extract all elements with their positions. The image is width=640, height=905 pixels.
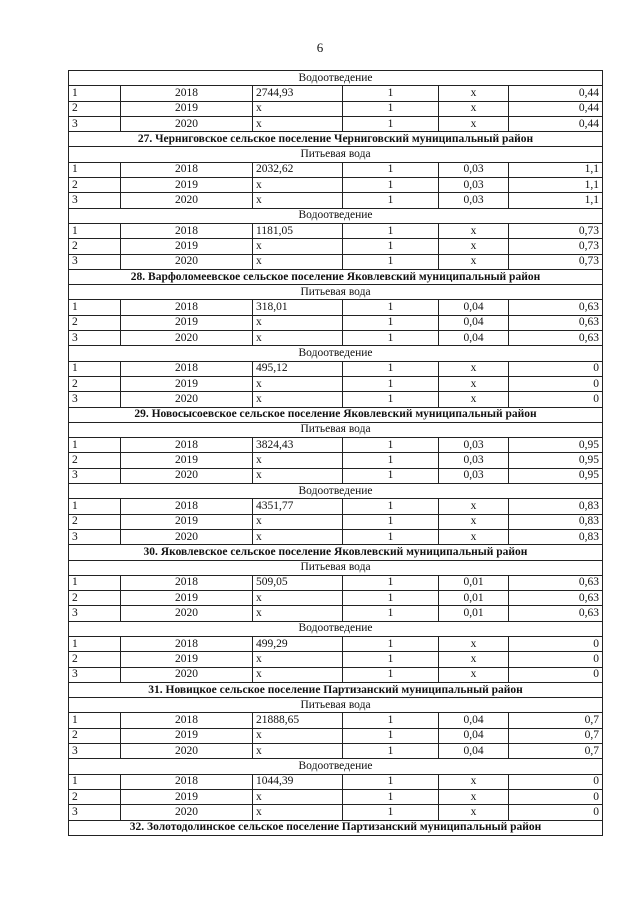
service-subheading: Питьевая вода: [69, 422, 603, 437]
tariff-table: [68, 70, 603, 836]
year-cell: 2018: [121, 223, 253, 238]
service-subheading: Питьевая вода: [69, 698, 603, 713]
coefficient-cell: 1: [343, 636, 439, 651]
index-cell: 0,01: [439, 575, 509, 590]
row-number: 2: [69, 453, 121, 468]
service-subheading: Водоотведение: [69, 759, 603, 774]
service-subheading-row: [69, 285, 603, 300]
row-number: 2: [69, 376, 121, 391]
service-subheading: Водоотведение: [69, 346, 603, 361]
service-subheading-row: [69, 147, 603, 162]
value-cell: x: [253, 331, 343, 346]
row-number: 2: [69, 239, 121, 254]
coefficient-cell: 1: [343, 193, 439, 208]
row-number: 2: [69, 315, 121, 330]
index-cell: 0,01: [439, 606, 509, 621]
settlement-heading-row: [69, 407, 603, 422]
index-cell: 0,03: [439, 193, 509, 208]
value-cell: 21888,65: [253, 713, 343, 728]
table-row: [69, 713, 603, 728]
value-cell: x: [253, 468, 343, 483]
index-cell: x: [439, 392, 509, 407]
index-cell: 0,03: [439, 468, 509, 483]
table-row: [69, 789, 603, 804]
value-cell: 1181,05: [253, 223, 343, 238]
index-cell: x: [439, 652, 509, 667]
row-number: 1: [69, 636, 121, 651]
year-cell: 2018: [121, 499, 253, 514]
table-row: [69, 636, 603, 651]
index-cell: x: [439, 529, 509, 544]
table-row: [69, 162, 603, 177]
table-row: [69, 774, 603, 789]
index-cell: 0,03: [439, 162, 509, 177]
year-cell: 2019: [121, 789, 253, 804]
settlement-heading: 29. Новосысоевское сельское поселение Яковлевский муниципальный район: [69, 407, 603, 422]
row-number: 1: [69, 86, 121, 101]
row-number: 1: [69, 300, 121, 315]
table-row: [69, 591, 603, 606]
row-number: 3: [69, 468, 121, 483]
coefficient-cell: 1: [343, 392, 439, 407]
settlement-heading: 30. Яковлевское сельское поселение Яковлевский муниципальный район: [69, 545, 603, 560]
year-cell: 2019: [121, 514, 253, 529]
coefficient-cell: 1: [343, 438, 439, 453]
service-subheading: Питьевая вода: [69, 147, 603, 162]
year-cell: 2020: [121, 193, 253, 208]
index-cell: x: [439, 789, 509, 804]
coefficient-cell: 1: [343, 805, 439, 820]
rate-cell: 0: [509, 789, 603, 804]
rate-cell: 0,7: [509, 713, 603, 728]
value-cell: x: [253, 101, 343, 116]
year-cell: 2020: [121, 805, 253, 820]
value-cell: x: [253, 239, 343, 254]
table-row: [69, 606, 603, 621]
coefficient-cell: 1: [343, 606, 439, 621]
coefficient-cell: 1: [343, 300, 439, 315]
rate-cell: 0,83: [509, 529, 603, 544]
index-cell: x: [439, 636, 509, 651]
service-subheading-row: [69, 698, 603, 713]
service-subheading-row: [69, 346, 603, 361]
value-cell: x: [253, 453, 343, 468]
rate-cell: 0: [509, 667, 603, 682]
rate-cell: 0: [509, 774, 603, 789]
year-cell: 2018: [121, 774, 253, 789]
index-cell: 0,04: [439, 315, 509, 330]
value-cell: 3824,43: [253, 438, 343, 453]
rate-cell: 0,73: [509, 239, 603, 254]
settlement-heading-row: [69, 682, 603, 697]
row-number: 3: [69, 331, 121, 346]
coefficient-cell: 1: [343, 162, 439, 177]
rate-cell: 0: [509, 652, 603, 667]
rate-cell: 0: [509, 376, 603, 391]
table-row: [69, 805, 603, 820]
rate-cell: 0,63: [509, 300, 603, 315]
service-subheading-row: [69, 621, 603, 636]
value-cell: x: [253, 178, 343, 193]
year-cell: 2020: [121, 744, 253, 759]
row-number: 1: [69, 162, 121, 177]
row-number: 1: [69, 223, 121, 238]
coefficient-cell: 1: [343, 728, 439, 743]
settlement-heading: 27. Черниговское сельское поселение Черниговский муниципальный район: [69, 132, 603, 147]
rate-cell: 0,83: [509, 514, 603, 529]
row-number: 3: [69, 529, 121, 544]
year-cell: 2019: [121, 728, 253, 743]
year-cell: 2020: [121, 468, 253, 483]
rate-cell: 0,95: [509, 468, 603, 483]
row-number: 1: [69, 575, 121, 590]
value-cell: x: [253, 254, 343, 269]
service-subheading: Водоотведение: [69, 71, 603, 86]
index-cell: x: [439, 116, 509, 131]
rate-cell: 0,95: [509, 453, 603, 468]
value-cell: x: [253, 591, 343, 606]
table-row: [69, 575, 603, 590]
rate-cell: 0,73: [509, 254, 603, 269]
index-cell: x: [439, 805, 509, 820]
rate-cell: 0,44: [509, 116, 603, 131]
index-cell: 0,04: [439, 713, 509, 728]
table-row: [69, 376, 603, 391]
row-number: 3: [69, 193, 121, 208]
value-cell: 495,12: [253, 361, 343, 376]
settlement-heading-row: [69, 269, 603, 284]
row-number: 3: [69, 116, 121, 131]
rate-cell: 0,44: [509, 101, 603, 116]
table-row: [69, 331, 603, 346]
rate-cell: 0,63: [509, 591, 603, 606]
index-cell: 0,04: [439, 331, 509, 346]
table-row: [69, 116, 603, 131]
service-subheading-row: [69, 71, 603, 86]
year-cell: 2020: [121, 254, 253, 269]
year-cell: 2019: [121, 315, 253, 330]
value-cell: 1044,39: [253, 774, 343, 789]
rate-cell: 0: [509, 805, 603, 820]
coefficient-cell: 1: [343, 591, 439, 606]
value-cell: x: [253, 789, 343, 804]
row-number: 1: [69, 713, 121, 728]
service-subheading: Водоотведение: [69, 621, 603, 636]
year-cell: 2019: [121, 453, 253, 468]
table-row: [69, 652, 603, 667]
row-number: 1: [69, 774, 121, 789]
rate-cell: 0,63: [509, 315, 603, 330]
year-cell: 2018: [121, 86, 253, 101]
index-cell: x: [439, 499, 509, 514]
index-cell: 0,04: [439, 744, 509, 759]
row-number: 2: [69, 514, 121, 529]
rate-cell: 1,1: [509, 178, 603, 193]
rate-cell: 0: [509, 361, 603, 376]
rate-cell: 0,63: [509, 331, 603, 346]
coefficient-cell: 1: [343, 239, 439, 254]
rate-cell: 0,44: [509, 86, 603, 101]
rate-cell: 0,73: [509, 223, 603, 238]
year-cell: 2018: [121, 636, 253, 651]
service-subheading-row: [69, 759, 603, 774]
table-row: [69, 101, 603, 116]
rate-cell: 0,95: [509, 438, 603, 453]
table-row: [69, 744, 603, 759]
settlement-heading: 32. Золотодолинское сельское поселение Партизанский муниципальный район: [69, 820, 603, 835]
settlement-heading-row: [69, 820, 603, 835]
service-subheading-row: [69, 422, 603, 437]
index-cell: x: [439, 101, 509, 116]
value-cell: x: [253, 667, 343, 682]
row-number: 3: [69, 805, 121, 820]
coefficient-cell: 1: [343, 223, 439, 238]
value-cell: x: [253, 529, 343, 544]
rate-cell: 0,83: [509, 499, 603, 514]
year-cell: 2018: [121, 575, 253, 590]
rate-cell: 0,63: [509, 575, 603, 590]
row-number: 2: [69, 789, 121, 804]
row-number: 1: [69, 361, 121, 376]
index-cell: x: [439, 254, 509, 269]
settlement-heading-row: [69, 545, 603, 560]
year-cell: 2018: [121, 361, 253, 376]
row-number: 3: [69, 744, 121, 759]
coefficient-cell: 1: [343, 652, 439, 667]
table-row: [69, 529, 603, 544]
value-cell: 2032,62: [253, 162, 343, 177]
table-row: [69, 193, 603, 208]
service-subheading: Водоотведение: [69, 484, 603, 499]
coefficient-cell: 1: [343, 514, 439, 529]
year-cell: 2019: [121, 239, 253, 254]
table-row: [69, 514, 603, 529]
table-row: [69, 392, 603, 407]
coefficient-cell: 1: [343, 789, 439, 804]
index-cell: 0,03: [439, 438, 509, 453]
value-cell: 4351,77: [253, 499, 343, 514]
rate-cell: 0: [509, 392, 603, 407]
row-number: 2: [69, 591, 121, 606]
service-subheading: Питьевая вода: [69, 560, 603, 575]
coefficient-cell: 1: [343, 774, 439, 789]
table-row: [69, 239, 603, 254]
index-cell: x: [439, 239, 509, 254]
year-cell: 2019: [121, 591, 253, 606]
value-cell: x: [253, 116, 343, 131]
row-number: 2: [69, 178, 121, 193]
value-cell: x: [253, 392, 343, 407]
coefficient-cell: 1: [343, 116, 439, 131]
year-cell: 2020: [121, 667, 253, 682]
settlement-heading: 28. Варфоломеевское сельское поселение Яковлевский муниципальный район: [69, 269, 603, 284]
table-row: [69, 361, 603, 376]
service-subheading-row: [69, 208, 603, 223]
year-cell: 2020: [121, 529, 253, 544]
value-cell: x: [253, 606, 343, 621]
table-row: [69, 178, 603, 193]
row-number: 2: [69, 101, 121, 116]
table-row: [69, 254, 603, 269]
settlement-heading: 31. Новицкое сельское поселение Партизанский муниципальный район: [69, 682, 603, 697]
index-cell: x: [439, 376, 509, 391]
coefficient-cell: 1: [343, 254, 439, 269]
index-cell: 0,04: [439, 728, 509, 743]
year-cell: 2020: [121, 606, 253, 621]
row-number: 2: [69, 728, 121, 743]
table-row: [69, 453, 603, 468]
year-cell: 2018: [121, 713, 253, 728]
rate-cell: 1,1: [509, 162, 603, 177]
year-cell: 2020: [121, 392, 253, 407]
value-cell: 318,01: [253, 300, 343, 315]
row-number: 3: [69, 254, 121, 269]
table-row: [69, 667, 603, 682]
coefficient-cell: 1: [343, 744, 439, 759]
page-number: 6: [316, 40, 324, 55]
year-cell: 2020: [121, 116, 253, 131]
value-cell: x: [253, 514, 343, 529]
service-subheading-row: [69, 484, 603, 499]
index-cell: x: [439, 86, 509, 101]
year-cell: 2019: [121, 178, 253, 193]
year-cell: 2020: [121, 331, 253, 346]
table-row: [69, 86, 603, 101]
service-subheading-row: [69, 560, 603, 575]
row-number: 1: [69, 438, 121, 453]
coefficient-cell: 1: [343, 315, 439, 330]
index-cell: x: [439, 774, 509, 789]
row-number: 2: [69, 652, 121, 667]
table-row: [69, 223, 603, 238]
index-cell: x: [439, 223, 509, 238]
coefficient-cell: 1: [343, 178, 439, 193]
rate-cell: 1,1: [509, 193, 603, 208]
table-row: [69, 499, 603, 514]
value-cell: 509,05: [253, 575, 343, 590]
rate-cell: 0,7: [509, 728, 603, 743]
rate-cell: 0,63: [509, 606, 603, 621]
coefficient-cell: 1: [343, 468, 439, 483]
coefficient-cell: 1: [343, 575, 439, 590]
coefficient-cell: 1: [343, 331, 439, 346]
table-row: [69, 438, 603, 453]
coefficient-cell: 1: [343, 101, 439, 116]
table-row: [69, 728, 603, 743]
coefficient-cell: 1: [343, 376, 439, 391]
coefficient-cell: 1: [343, 86, 439, 101]
coefficient-cell: 1: [343, 667, 439, 682]
value-cell: x: [253, 315, 343, 330]
value-cell: x: [253, 728, 343, 743]
table-row: [69, 300, 603, 315]
value-cell: x: [253, 805, 343, 820]
year-cell: 2018: [121, 162, 253, 177]
rate-cell: 0,7: [509, 744, 603, 759]
index-cell: 0,01: [439, 591, 509, 606]
row-number: 3: [69, 667, 121, 682]
index-cell: x: [439, 514, 509, 529]
table-row: [69, 315, 603, 330]
coefficient-cell: 1: [343, 361, 439, 376]
rate-cell: 0: [509, 636, 603, 651]
index-cell: 0,03: [439, 178, 509, 193]
settlement-heading-row: [69, 132, 603, 147]
service-subheading: Питьевая вода: [69, 285, 603, 300]
year-cell: 2019: [121, 652, 253, 667]
row-number: 3: [69, 606, 121, 621]
value-cell: 499,29: [253, 636, 343, 651]
service-subheading: Водоотведение: [69, 208, 603, 223]
year-cell: 2018: [121, 438, 253, 453]
index-cell: x: [439, 667, 509, 682]
index-cell: 0,04: [439, 300, 509, 315]
value-cell: x: [253, 376, 343, 391]
year-cell: 2019: [121, 376, 253, 391]
coefficient-cell: 1: [343, 453, 439, 468]
value-cell: x: [253, 744, 343, 759]
index-cell: x: [439, 361, 509, 376]
index-cell: 0,03: [439, 453, 509, 468]
table-row: [69, 468, 603, 483]
year-cell: 2018: [121, 300, 253, 315]
value-cell: x: [253, 652, 343, 667]
year-cell: 2019: [121, 101, 253, 116]
row-number: 1: [69, 499, 121, 514]
coefficient-cell: 1: [343, 529, 439, 544]
coefficient-cell: 1: [343, 499, 439, 514]
value-cell: 2744,93: [253, 86, 343, 101]
coefficient-cell: 1: [343, 713, 439, 728]
row-number: 3: [69, 392, 121, 407]
value-cell: x: [253, 193, 343, 208]
